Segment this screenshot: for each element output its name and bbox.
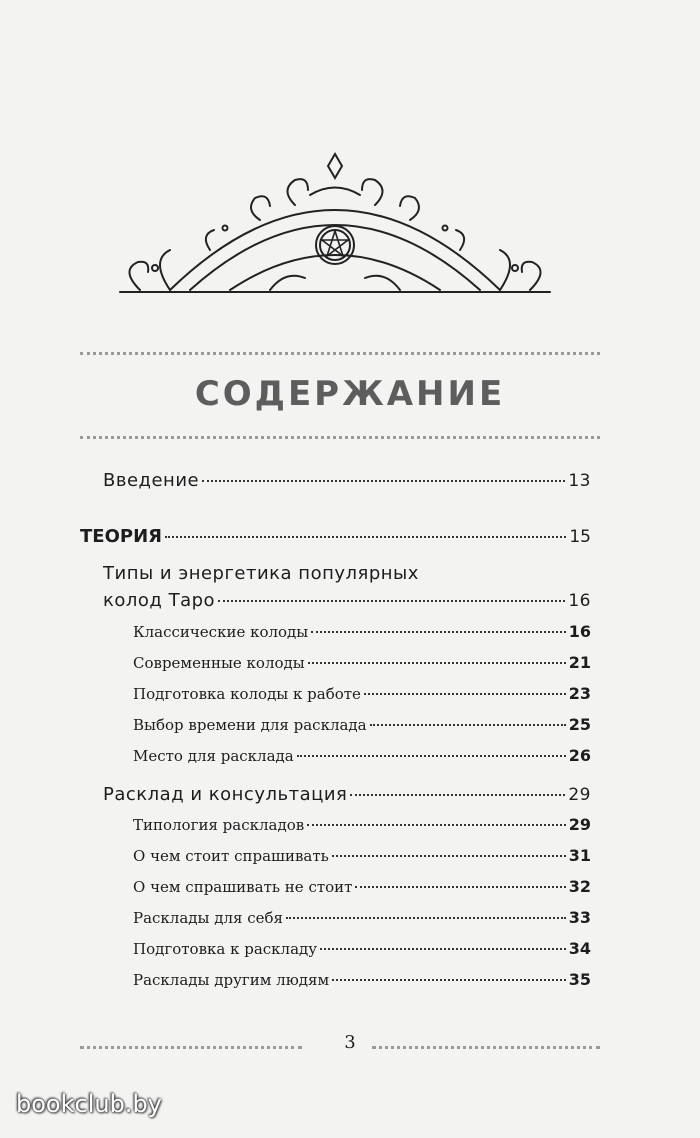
toc-leader xyxy=(218,600,565,602)
toc-subentry[interactable] xyxy=(133,970,591,989)
toc-entry-label: Расклад и консультация xyxy=(103,784,348,805)
toc-section[interactable] xyxy=(80,526,591,547)
toc-entry-page: 32 xyxy=(568,877,591,896)
toc-leader xyxy=(308,662,566,664)
toc-entry-label: Подготовка к раскладу xyxy=(133,940,318,958)
footer-dotted-rule-right xyxy=(372,1046,600,1049)
page-number: 3 xyxy=(344,1032,356,1053)
watermark: bookclub.by xyxy=(16,1090,162,1118)
toc-entry-label: О чем спрашивать не стоит xyxy=(133,878,353,896)
toc-subentry[interactable] xyxy=(133,653,591,672)
toc-leader xyxy=(286,917,566,919)
toc-entry-page: 31 xyxy=(568,846,591,865)
toc-leader xyxy=(307,824,566,826)
toc-entry-label: Подготовка колоды к работе xyxy=(133,685,361,703)
toc-subentry[interactable] xyxy=(133,746,591,765)
ornament-pentagram-icon xyxy=(110,150,560,310)
toc-entry[interactable] xyxy=(103,590,591,611)
title-dotted-rule xyxy=(80,436,600,439)
toc-entry-page: 16 xyxy=(568,622,591,641)
toc-entry-label: Классические колоды xyxy=(133,623,309,641)
toc-subentry[interactable] xyxy=(133,877,591,896)
toc-entry-page: 25 xyxy=(568,715,591,734)
toc-leader xyxy=(202,480,565,482)
toc-entry-page: 16 xyxy=(568,591,591,611)
toc-entry-page: 29 xyxy=(568,785,591,805)
toc-entry-page: 29 xyxy=(568,815,591,834)
top-dotted-rule xyxy=(80,352,600,355)
toc-entry-label: Расклады для себя xyxy=(133,909,283,927)
page-title: СОДЕРЖАНИЕ xyxy=(194,374,506,414)
toc-subentry[interactable] xyxy=(133,908,591,927)
toc-entry-page: 21 xyxy=(568,653,591,672)
toc-entry-page: 13 xyxy=(568,471,591,491)
toc-subentry[interactable] xyxy=(133,684,591,703)
toc-entry-label: Типология раскладов xyxy=(133,816,305,834)
toc-entry-label: Расклады другим людям xyxy=(133,971,330,989)
toc-subentry[interactable] xyxy=(133,939,591,958)
toc-entry-page: 33 xyxy=(568,908,591,927)
toc-subentry[interactable] xyxy=(133,715,591,734)
toc-leader xyxy=(311,631,566,633)
toc-entry-label-line1: Типы и энергетика популярных xyxy=(103,563,419,584)
toc-entry-label: Выбор времени для расклада xyxy=(133,716,367,734)
toc-entry-page: 35 xyxy=(568,970,591,989)
toc-entry[interactable] xyxy=(103,784,591,805)
toc-entry-page: 26 xyxy=(568,746,591,765)
toc-leader xyxy=(350,794,565,796)
toc-subentry[interactable] xyxy=(133,815,591,834)
toc-leader xyxy=(297,755,566,757)
toc-entry-page: 23 xyxy=(568,684,591,703)
toc-leader xyxy=(165,536,566,538)
toc-leader xyxy=(320,948,566,950)
toc-entry-label: Современные колоды xyxy=(133,654,305,672)
toc-leader xyxy=(370,724,566,726)
toc-entry-label: колод Таро xyxy=(103,590,216,611)
toc-subentry[interactable] xyxy=(133,846,591,865)
toc-entry-label: Место для расклада xyxy=(133,747,294,765)
toc-entry-label: Введение xyxy=(103,470,200,491)
toc-entry-label: О чем стоит спрашивать xyxy=(133,847,329,865)
toc-entry-page: 34 xyxy=(568,939,591,958)
toc-subentry[interactable] xyxy=(133,622,591,641)
toc-leader xyxy=(364,693,566,695)
toc-entry-label: ТЕОРИЯ xyxy=(80,526,162,547)
toc-leader xyxy=(332,979,566,981)
toc-leader xyxy=(332,855,566,857)
toc-entry[interactable] xyxy=(103,470,591,491)
toc-entry-page: 15 xyxy=(569,527,591,547)
toc-leader xyxy=(355,886,565,888)
